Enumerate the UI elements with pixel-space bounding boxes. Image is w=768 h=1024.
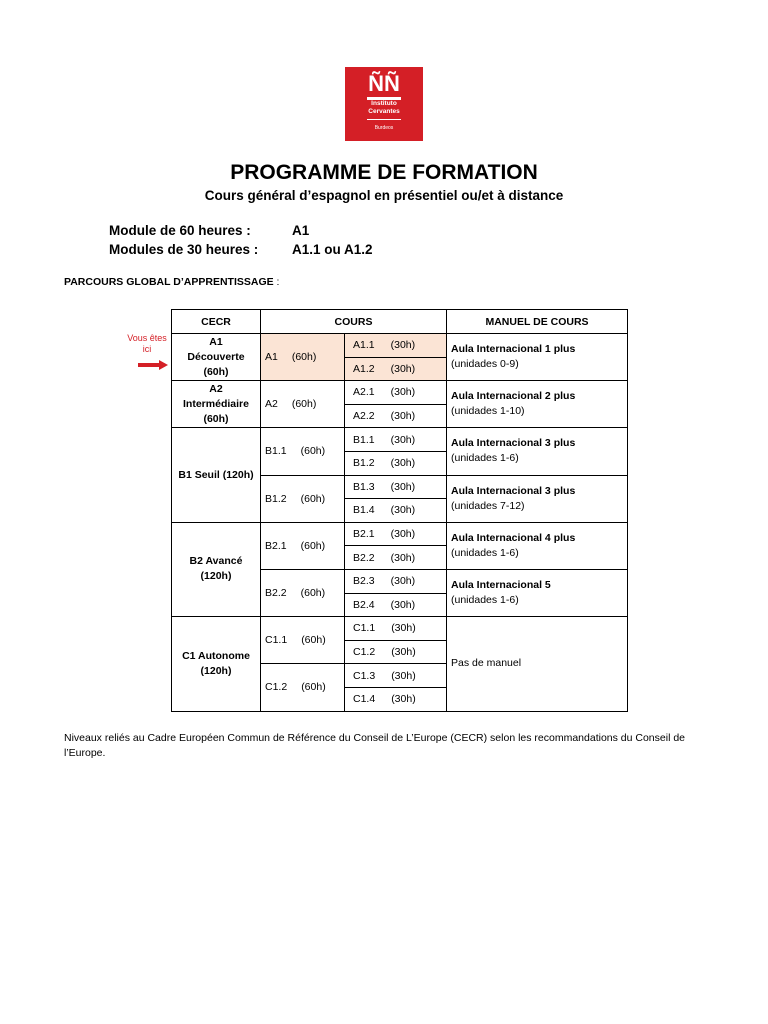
submodule-cell: B1.4 (30h) [345,499,447,523]
module-60-value: A1 [292,223,310,238]
submodule-cell: B2.2 (30h) [345,546,447,570]
submodule-cell: B2.3 (30h) [345,569,447,593]
table-row [172,381,628,405]
module-cell: B1.2 (60h) [261,475,345,522]
submodule-cell: A1.1 (30h) [345,334,447,358]
module-cell: C1.2 (60h) [261,664,345,711]
module-cell: C1.1 (60h) [261,617,345,664]
manual-cell: Aula Internacional 1 plus (unidades 0-9) [447,334,628,381]
module-30-value: A1.1 ou A1.2 [292,242,373,257]
manual-cell: Aula Internacional 3 plus (unidades 1-6) [447,428,628,475]
footnote: Niveaux reliés au Cadre Européen Commun de Référence du Conseil de L’Europe (CECR) selon les recommandations du Conseil de l’Europe. [64,732,685,759]
submodule-cell: B2.4 (30h) [345,593,447,617]
cecr-level-a2: A2 Intermédiaire (60h) [172,381,261,428]
submodule-cell: A2.1 (30h) [345,381,447,405]
logo-line3: Burdeos [374,125,394,131]
table-row [172,334,628,358]
you-are-here-arrow-icon [138,360,168,370]
manual-cell: Aula Internacional 3 plus (unidades 7-12) [447,475,628,522]
table-header-row [172,310,628,334]
cecr-level-a1: A1 Découverte (60h) [172,334,261,381]
header-cecr: CECR [172,310,261,334]
parcours-heading: PARCOURS GLOBAL D’APPRENTISSAGE : [64,276,280,288]
logo-line1: Instituto [371,100,397,107]
submodule-cell: B1.1 (30h) [345,428,447,452]
manual-cell: Pas de manuel [447,617,628,711]
submodule-cell: A1.2 (30h) [345,357,447,381]
manual-cell: Aula Internacional 5 (unidades 1-6) [447,569,628,616]
submodule-cell: C1.2 (30h) [345,640,447,664]
submodule-cell: C1.3 (30h) [345,664,447,688]
cecr-level-b2: B2 Avancé (120h) [172,522,261,616]
page-title: PROGRAMME DE FORMATION [230,161,538,184]
header-manuel: MANUEL DE COURS [447,310,628,334]
logo-bar [367,119,401,120]
module-30-label: Modules de 30 heures : [109,242,259,257]
table-row [172,428,628,452]
submodule-cell: B1.2 (30h) [345,451,447,475]
you-are-here-label: Vous êtes ici [127,333,167,354]
module-cell: A1 (60h) [261,334,345,381]
cecr-level-c1: C1 Autonome (120h) [172,617,261,711]
page-subtitle: Cours général d’espagnol en présentiel ou/et à distance [204,188,564,203]
module-cell: A2 (60h) [261,381,345,428]
header-cours: COURS [261,310,447,334]
module-cell: B2.2 (60h) [261,569,345,616]
submodule-cell: C1.4 (30h) [345,687,447,711]
manual-cell: Aula Internacional 2 plus (unidades 1-10) [447,381,628,428]
module-60-label: Module de 60 heures : [109,223,251,238]
table-row [172,522,628,546]
module-cell: B2.1 (60h) [261,522,345,569]
cecr-level-b1: B1 Seuil (120h) [172,428,261,522]
table-row [172,617,628,641]
instituto-cervantes-logo [345,67,423,141]
logo-line2: Cervantes [368,108,400,115]
logo-mark: ÑÑ [368,71,400,96]
manual-cell: Aula Internacional 4 plus (unidades 1-6) [447,522,628,569]
submodule-cell: B1.3 (30h) [345,475,447,499]
submodule-cell: B2.1 (30h) [345,522,447,546]
submodule-cell: C1.1 (30h) [345,617,447,641]
module-cell: B1.1 (60h) [261,428,345,475]
submodule-cell: A2.2 (30h) [345,404,447,428]
programme-table [171,309,628,712]
